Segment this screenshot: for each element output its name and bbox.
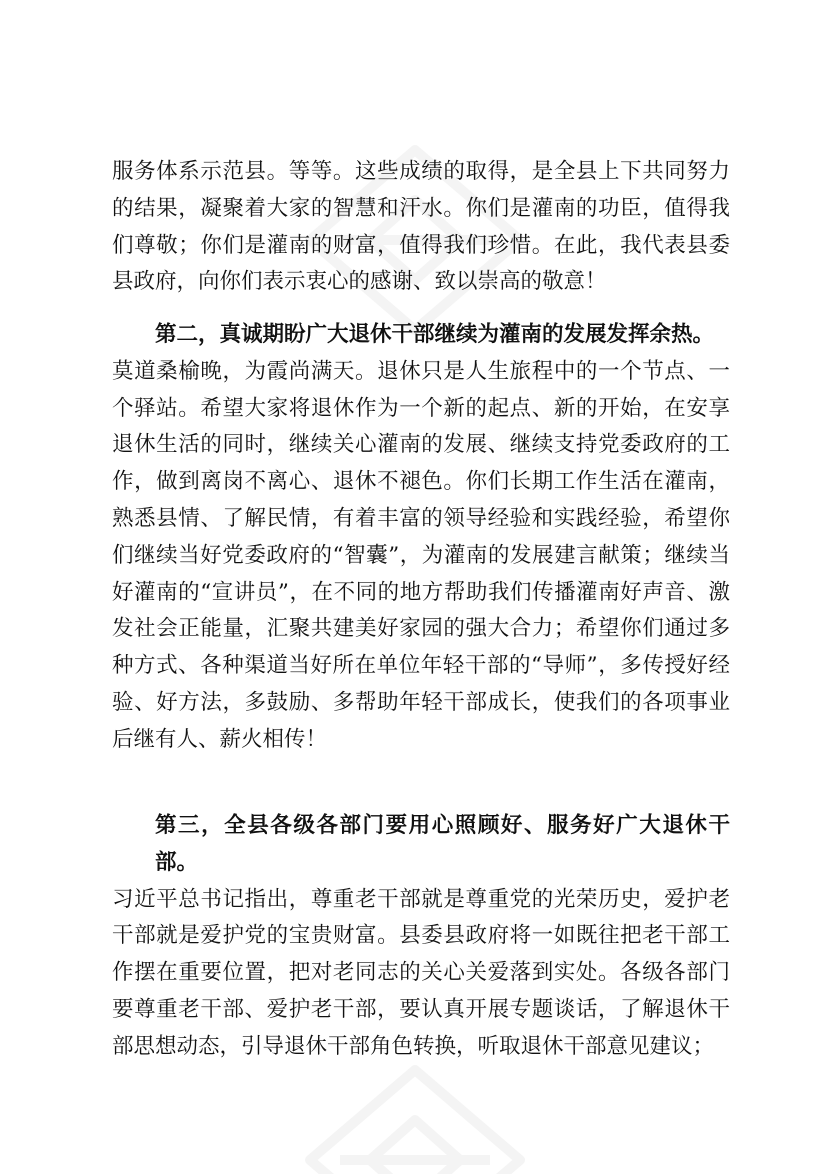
paragraph-body: 莫道桑榆晚，为霞尚满天。退休只是人生旅程中的一个节点、一个驿站。希望大家将退休作为一个新的起点、新的开始，在安享退休生活的同时，继续关心灌南的发展、继续支持党委政府的工作，做到离岗不离心、退休不褪色。你们长期工作生活在灌南，熟悉县情、了解民情，有着丰富的领导经验和实践经验，希望你们继续当好党委政府的“智囊”，为灌南的发展建言献策；继续当好灌南的“宣讲员”，在不同的地方帮助我们传播灌南好声音、激发社会正能量，汇聚共建美好家园的强大合力；希望你们通过多种方式、各种渠道当好所在单位年轻干部的“导师”，多传授好经验、好方法，多鼓励、多帮助年轻干部成长，使我们的各项事业后继有人、薪火相传！ bbox=[112, 358, 730, 752]
paragraph-body: 习近平总书记指出，尊重老干部就是尊重党的光荣历史，爱护老干部就是爱护党的宝贵财富。县委县政府将一如既往把老干部工作摆在重要位置，把对老同志的关心关爱落到实处。各级各部门要尊重老干部、爱护老干部，要认真开展专题谈话，了解退休干部思想动态，引导退休干部角色转换，听取退休干部意见建议； bbox=[112, 886, 730, 1059]
paragraph-second bbox=[112, 317, 730, 759]
paragraph-body: 服务体系示范县。等等。这些成绩的取得，是全县上下共同努力的结果，凝聚着大家的智慧和汗水。你们是灌南的功臣，值得我们尊敬；你们是灌南的财富，值得我们珍惜。在此，我代表县委县政府，向你们表示衷心的感谢、致以崇高的敬意！ bbox=[112, 159, 730, 295]
paragraph-third bbox=[112, 808, 730, 1066]
paragraph-heading: 第三，全县各级各部门要用心照顾好、服务好广大退休干部。 bbox=[155, 813, 730, 875]
watermark-logo bbox=[300, 1060, 530, 1174]
paragraph-continuation bbox=[112, 154, 730, 301]
paragraph-heading: 第二，真诚期盼广大退休干部继续为灌南的发展发挥余热。 bbox=[155, 322, 715, 347]
